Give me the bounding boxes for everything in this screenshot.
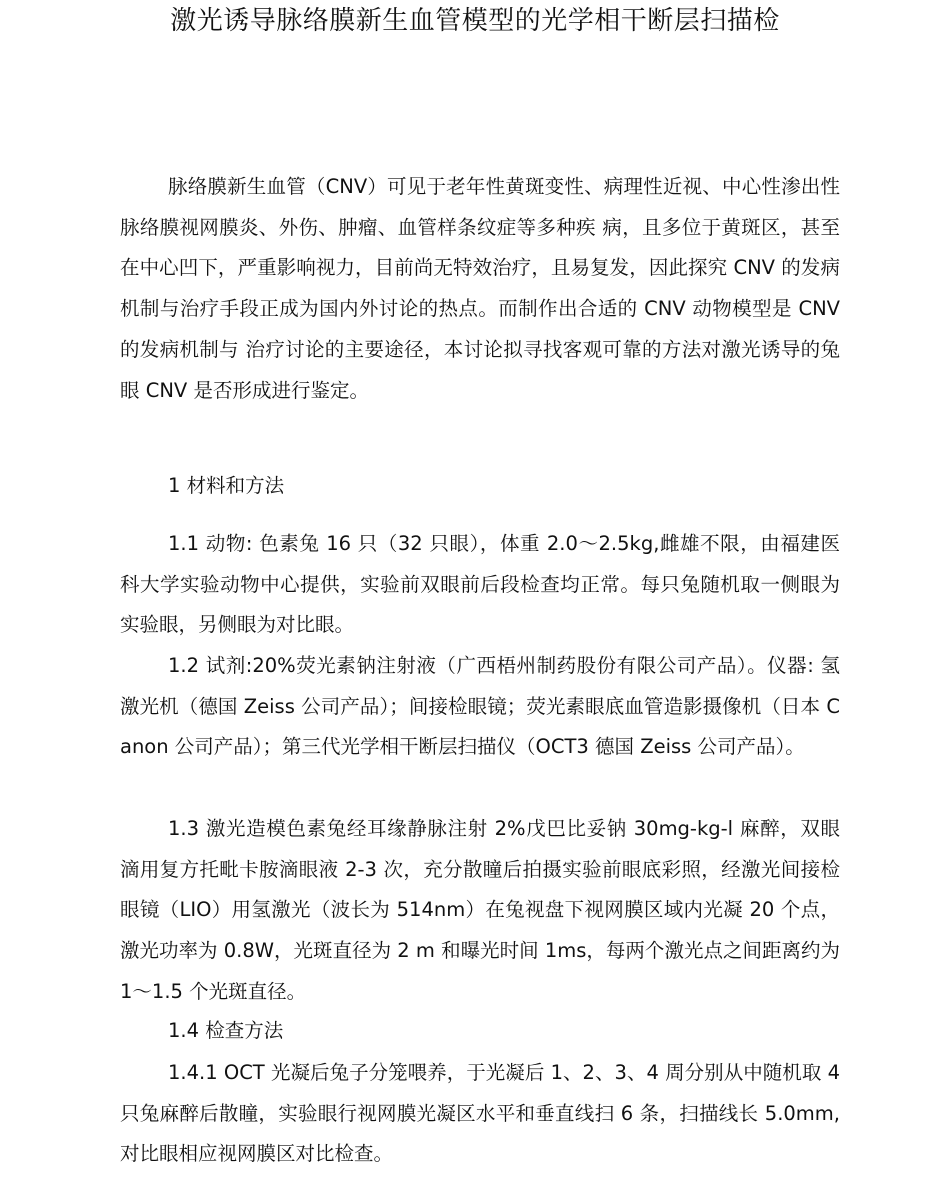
section-1-4-heading: 1.4 检查方法 [168,1019,284,1042]
section-1-heading: 1 材料和方法 [168,474,285,497]
section-1-3-block [120,809,840,1013]
section-1-3-paragraph: 1.3 激光造模色素兔经耳缘静脉注射 2%戊巴比妥钠 30mg-kg-l 麻醉，双眼滴用复方托毗卡胺滴眼液 2-3 次，充分散瞳后拍摄实验前眼底彩照，经激光间接检眼镜（LIO）用氢激光（波长为 514nm）在兔视盘下视网膜区域内光凝 20 个点，激光功率为 0.8W，光斑直径为 2 m 和曝光时间 1ms，每两个激光点之间距离约为 1〜1.5 个光斑直径。 [120,817,840,1003]
section-1-4-1-block [120,1053,840,1175]
section-1-2-paragraph: 1.2 试剂:20%荧光素钠注射液（广西梧州制药股份有限公司产品）。仪器: 氢激光机（德国 Zeiss 公司产品）；间接检眼镜；荧光素眼底血管造影摄像机（日本 Canon 公司产品）；第三代光学相干断层扫描仪（OCT3 德国 Zeiss 公司产品）。 [120,654,840,759]
intro-paragraph: 脉络膜新生血管（CNV）可见于老年性黄斑变性、病理性近视、中心性渗出性脉络膜视网膜炎、外伤、肿瘤、血管样条纹症等多种疾 病，且多位于黄斑区，甚至在中心凹下，严重影响视力，目前尚无特效治疗，且易复发，因此探究 CNV 的发病机制与治疗手段正成为国内外讨论的热点。而制作出合适的 CNV 动物模型是 CNV 的发病机制与 治疗讨论的主要途径，本讨论拟寻找客观可靠的方法对激光诱导的兔眼 CNV 是否形成进行鉴定。 [120,175,840,402]
section-1-1-block [120,524,840,646]
section-1-block [120,466,840,506]
intro-block [120,167,840,411]
document-title: 激光诱导脉络膜新生血管模型的光学相干断层扫描检 [170,6,780,36]
section-1-4-block [120,1011,840,1051]
section-1-4-1-paragraph: 1.4.1 OCT 光凝后兔子分笼喂养，于光凝后 1、2、3、4 周分别从中随机取 4 只兔麻醉后散瞳，实验眼行视网膜光凝区水平和垂直线扫 6 条，扫描线长 5.0mm,对比眼相应视网膜区对比检查。 [120,1061,840,1166]
section-1-2-block [120,646,840,768]
section-1-1-paragraph: 1.1 动物: 色素兔 16 只（32 只眼），体重 2.0〜2.5kg,雌雄不限，由福建医科大学实验动物中心提供，实验前双眼前后段检查均正常。每只兔随机取一侧眼为实验眼，另侧眼为对比眼。 [120,532,840,637]
